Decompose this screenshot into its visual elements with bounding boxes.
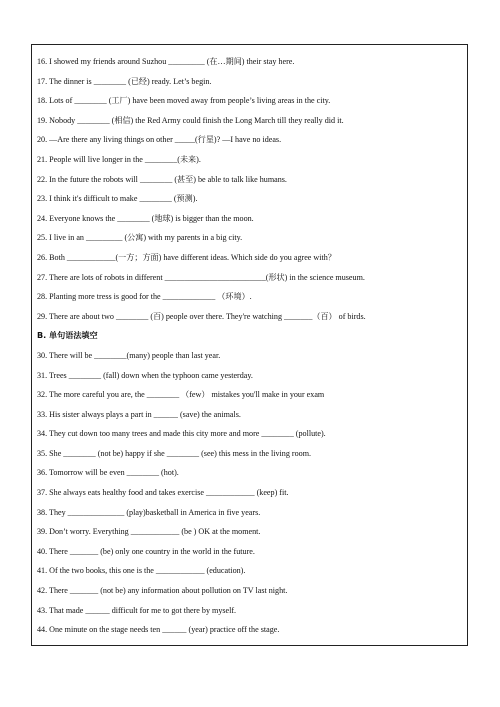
question-37: 37. She always eats healthy food and takes exercise ____________ (keep) fit. bbox=[37, 488, 289, 498]
question-20: 20. —Are there any living things on other _____(行星)? —I have no ideas. bbox=[37, 135, 282, 145]
question-42: 42. There _______ (not be) any information about pollution on TV last night. bbox=[37, 586, 288, 596]
question-29: 29. There are about two ________ (百) people over there. They're watching _______（百） of birds. bbox=[37, 311, 366, 321]
question-38: 38. They ______________ (play)basketball in America in five years. bbox=[37, 507, 261, 517]
question-34: 34. They cut down too many trees and made this city more and more ________ (pollute). bbox=[37, 429, 326, 439]
question-39: 39. Don’t worry. Everything ____________ (be ) OK at the moment. bbox=[37, 527, 261, 537]
question-26: 26. Both ____________(一方；方面) have different ideas. Which side do you agree with？ bbox=[37, 252, 336, 262]
question-22: 22. In the future the robots will ________ (甚至) be able to talk like humans. bbox=[37, 174, 287, 184]
question-44: 44. One minute on the stage needs ten ______ (year) practice off the stage. bbox=[37, 625, 280, 635]
question-27: 27. There are lots of robots in different _________________________(形状) in the science museum. bbox=[37, 272, 365, 282]
question-19: 19. Nobody ________ (相信) the Red Army could finish the Long March till they really did it. bbox=[37, 115, 344, 125]
question-16: 16. I showed my friends around Suzhou _________ (在…期间) their stay here. bbox=[37, 57, 295, 66]
question-32: 32. The more careful you are, the ________ （few） mistakes you'll make in your exam bbox=[37, 390, 325, 400]
question-30: 30. There will be ________(many) people than last year. bbox=[37, 350, 221, 360]
question-41: 41. Of the two books, this one is the ____________ (education). bbox=[37, 566, 246, 576]
question-28: 28. Planting more tress is good for the _____________ （环境）. bbox=[37, 292, 252, 302]
question-36: 36. Tomorrow will be even ________ (hot). bbox=[37, 468, 179, 478]
question-23: 23. I think it's difficult to make ________ (预测). bbox=[37, 194, 198, 204]
question-33: 33. His sister always plays a part in ______ (save) the animals. bbox=[37, 409, 241, 419]
question-25: 25. I live in an _________ (公寓) with my parents in a big city. bbox=[37, 233, 243, 243]
question-35: 35. She ________ (not be) happy if she ________ (see) this mess in the living room. bbox=[37, 448, 312, 458]
question-40: 40. There _______ (be) only one country in the world in the future. bbox=[37, 546, 255, 556]
question-21: 21. People will live longer in the ________(未来). bbox=[37, 154, 201, 164]
question-31: 31. Trees ________ (fall) down when the typhoon came yesterday. bbox=[37, 370, 253, 380]
question-43: 43. That made ______ difficult for me to got there by myself. bbox=[37, 605, 237, 615]
question-18: 18. Lots of ________ (工厂) have been moved away from people’s living areas in the city. bbox=[37, 96, 331, 106]
question-17: 17. The dinner is ________ (已经) ready. Let’s begin. bbox=[37, 76, 212, 86]
question-24: 24. Everyone knows the ________ (地球) is bigger than the moon. bbox=[37, 213, 254, 223]
worksheet-content bbox=[37, 52, 465, 640]
section-b-heading: B. 单句语法填空 bbox=[37, 330, 98, 341]
